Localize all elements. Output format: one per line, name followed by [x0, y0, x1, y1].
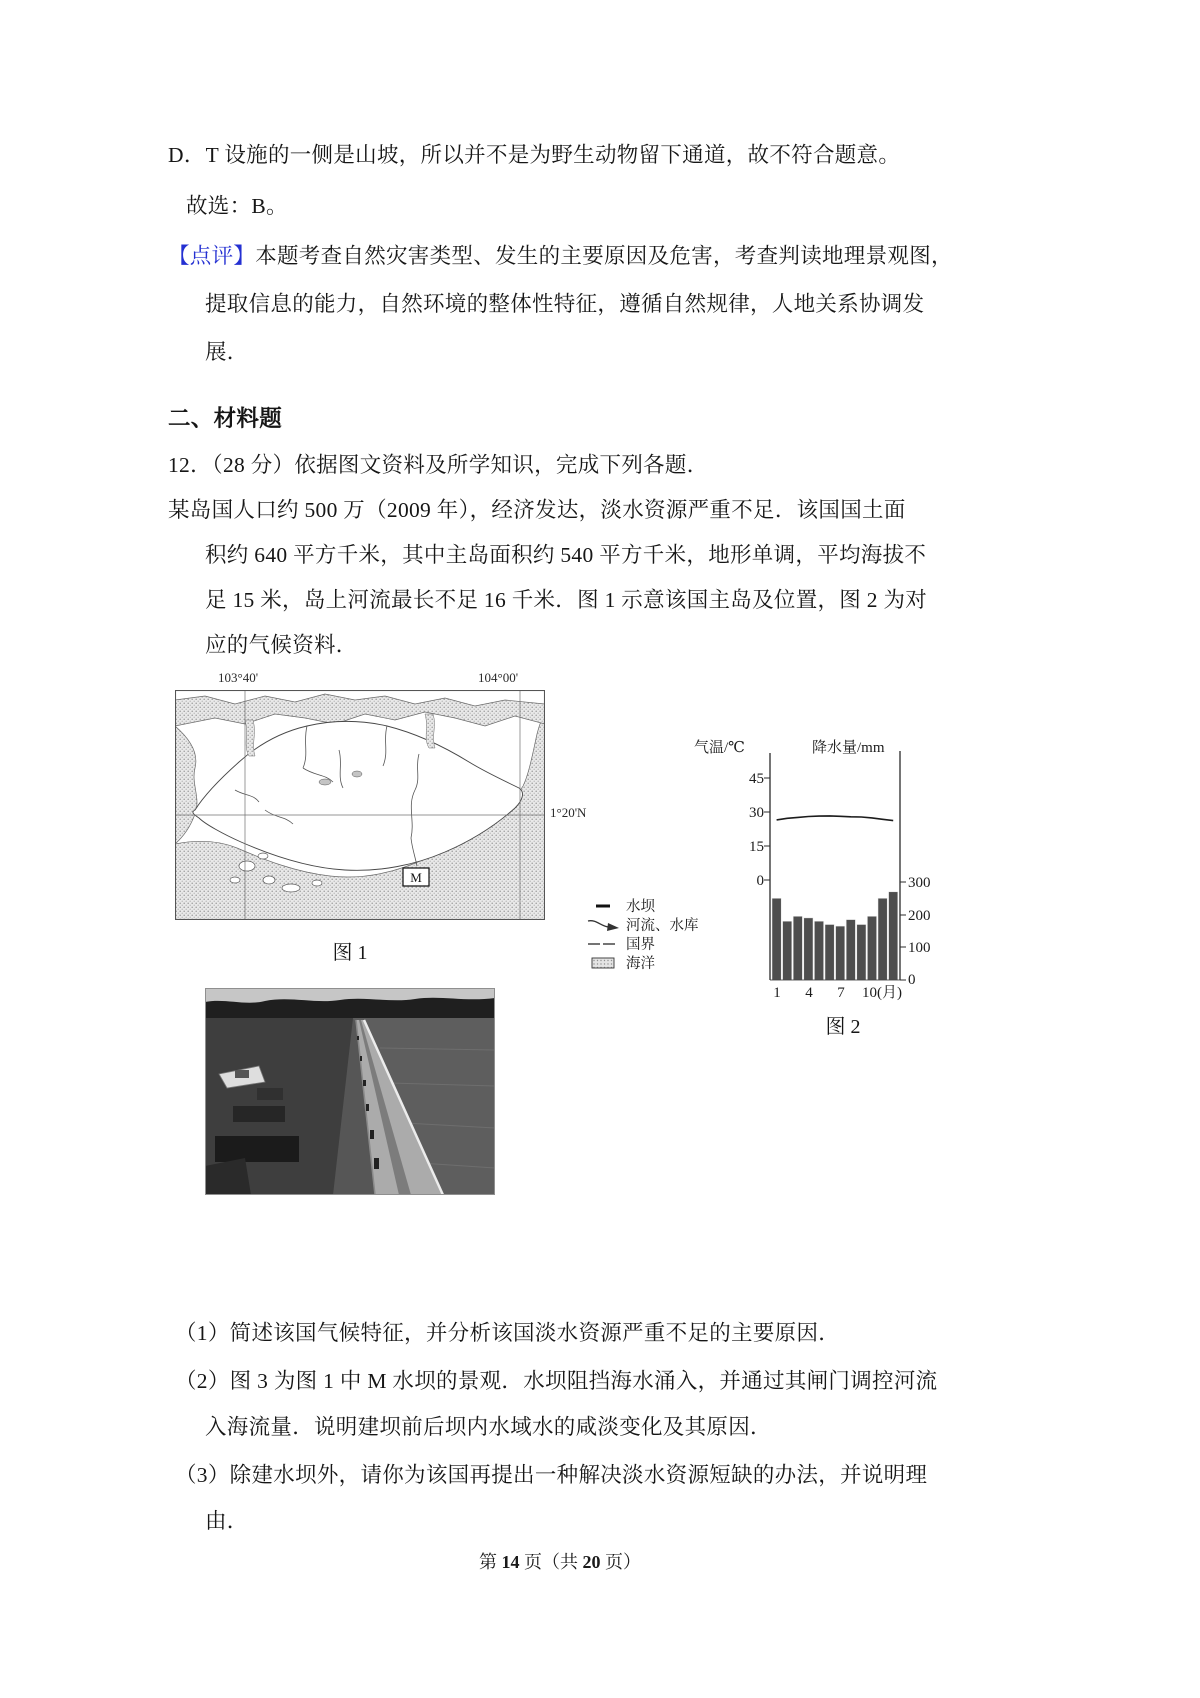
footer-page-number: 14 — [501, 1552, 520, 1572]
section-heading: 二、材料题 — [168, 406, 283, 431]
climate-caption: 图 2 — [825, 1016, 861, 1038]
month-tick-1: 1 — [773, 985, 781, 1001]
legend-item-boundary — [586, 934, 699, 953]
map-caption: 图 1 — [332, 942, 368, 964]
legend-label-dam: 水坝 — [626, 899, 655, 915]
map-lat-label: 1°20'N — [550, 805, 587, 820]
dam-marker-label: M — [410, 870, 422, 885]
footer-mid: 页（共 — [519, 1552, 583, 1572]
precip-tick-0: 0 — [908, 972, 916, 988]
comment-line-2: 提取信息的能力，自然环境的整体性特征，遵循自然规律，人地关系协调发 — [205, 292, 925, 316]
map-lon-left-label: 103°40' — [218, 670, 259, 685]
precipitation-bars — [772, 892, 898, 980]
precip-tick-100: 100 — [908, 940, 931, 956]
footer-prefix: 第 — [479, 1552, 502, 1572]
dam-marker-m — [403, 868, 429, 886]
precip-tick-300: 300 — [908, 875, 931, 891]
intro-line-2: 积约 640 平方千米，其中主岛面积约 540 平方千米，地形单调，平均海拔不 — [205, 543, 927, 567]
question-2-line-2: 入海流量．说明建坝前后坝内水域水的咸淡变化及其原因． — [205, 1415, 772, 1439]
intro-line-3: 足 15 米，岛上河流最长不足 16 千米．图 1 示意该国主岛及位置，图 2 为对 — [205, 588, 928, 612]
temp-tick-0: 0 — [756, 873, 764, 889]
precip-axis-title: 降水量/mm — [812, 740, 885, 756]
comment-line-3: 展． — [205, 340, 249, 364]
dam-symbol-icon — [586, 899, 622, 913]
temperature-line — [777, 816, 894, 821]
temp-axis-title: 气温/℃ — [694, 740, 745, 756]
temp-tick-45: 45 — [749, 771, 764, 787]
month-tick-7: 7 — [837, 985, 845, 1001]
climate-figure — [690, 733, 945, 1028]
singapore-map — [175, 690, 545, 920]
dam-photo — [205, 988, 495, 1195]
comment-text-1: 本题考查自然灾害类型、发生的主要原因及危害，考查判读地理景观图， — [255, 244, 953, 268]
month-tick-4: 4 — [805, 985, 813, 1001]
month-tick-10: 10(月) — [862, 985, 902, 1001]
sea-symbol-icon — [586, 956, 622, 970]
legend-label-sea: 海洋 — [626, 956, 655, 972]
map-lon-right-label: 104°00' — [478, 670, 519, 685]
precip-tick-200: 200 — [908, 908, 931, 924]
comment-line-1 — [168, 241, 953, 271]
option-d-line: D．T 设施的一侧是山坡，所以并不是为野生动物留下通道，故不符合题意。 — [168, 143, 901, 167]
river-symbol-icon — [586, 918, 622, 932]
legend-label-river: 河流、水库 — [626, 918, 699, 934]
question-1: （1）简述该国气候特征，并分析该国淡水资源严重不足的主要原因． — [175, 1321, 841, 1345]
dam-photo-figure — [205, 988, 495, 1200]
intro-line-1: 某岛国人口约 500 万（2009 年），经济发达，淡水资源严重不足．该国国土面 — [168, 498, 906, 522]
question-3-line-2: 由． — [205, 1509, 249, 1533]
map-legend — [586, 896, 699, 972]
temp-tick-30: 30 — [749, 805, 764, 821]
map-figure — [175, 690, 545, 925]
question-12-lead: 12．（28 分）依据图文资料及所学知识，完成下列各题． — [168, 453, 709, 477]
comment-tag: 【点评】 — [168, 244, 256, 268]
footer-suffix: 页） — [600, 1552, 641, 1572]
question-2-line-1: （2）图 3 为图 1 中 M 水坝的景观．水坝阻挡海水涌入，并通过其闸门调控河流 — [175, 1369, 938, 1393]
temp-tick-15: 15 — [749, 839, 764, 855]
legend-item-river — [586, 915, 699, 934]
climate-chart — [690, 733, 945, 1023]
question-3-line-1: （3）除建水坝外，请你为该国再提出一种解决淡水资源短缺的办法，并说明理 — [175, 1463, 928, 1487]
intro-line-4: 应的气候资料． — [205, 633, 358, 657]
boundary-symbol-icon — [586, 937, 622, 951]
legend-item-dam — [586, 896, 699, 915]
page-number-footer — [0, 1548, 1120, 1574]
answer-conclusion: 故选：B。 — [186, 194, 288, 218]
legend-item-sea — [586, 953, 699, 972]
legend-label-boundary: 国界 — [626, 937, 655, 953]
footer-total-pages: 20 — [582, 1552, 601, 1572]
